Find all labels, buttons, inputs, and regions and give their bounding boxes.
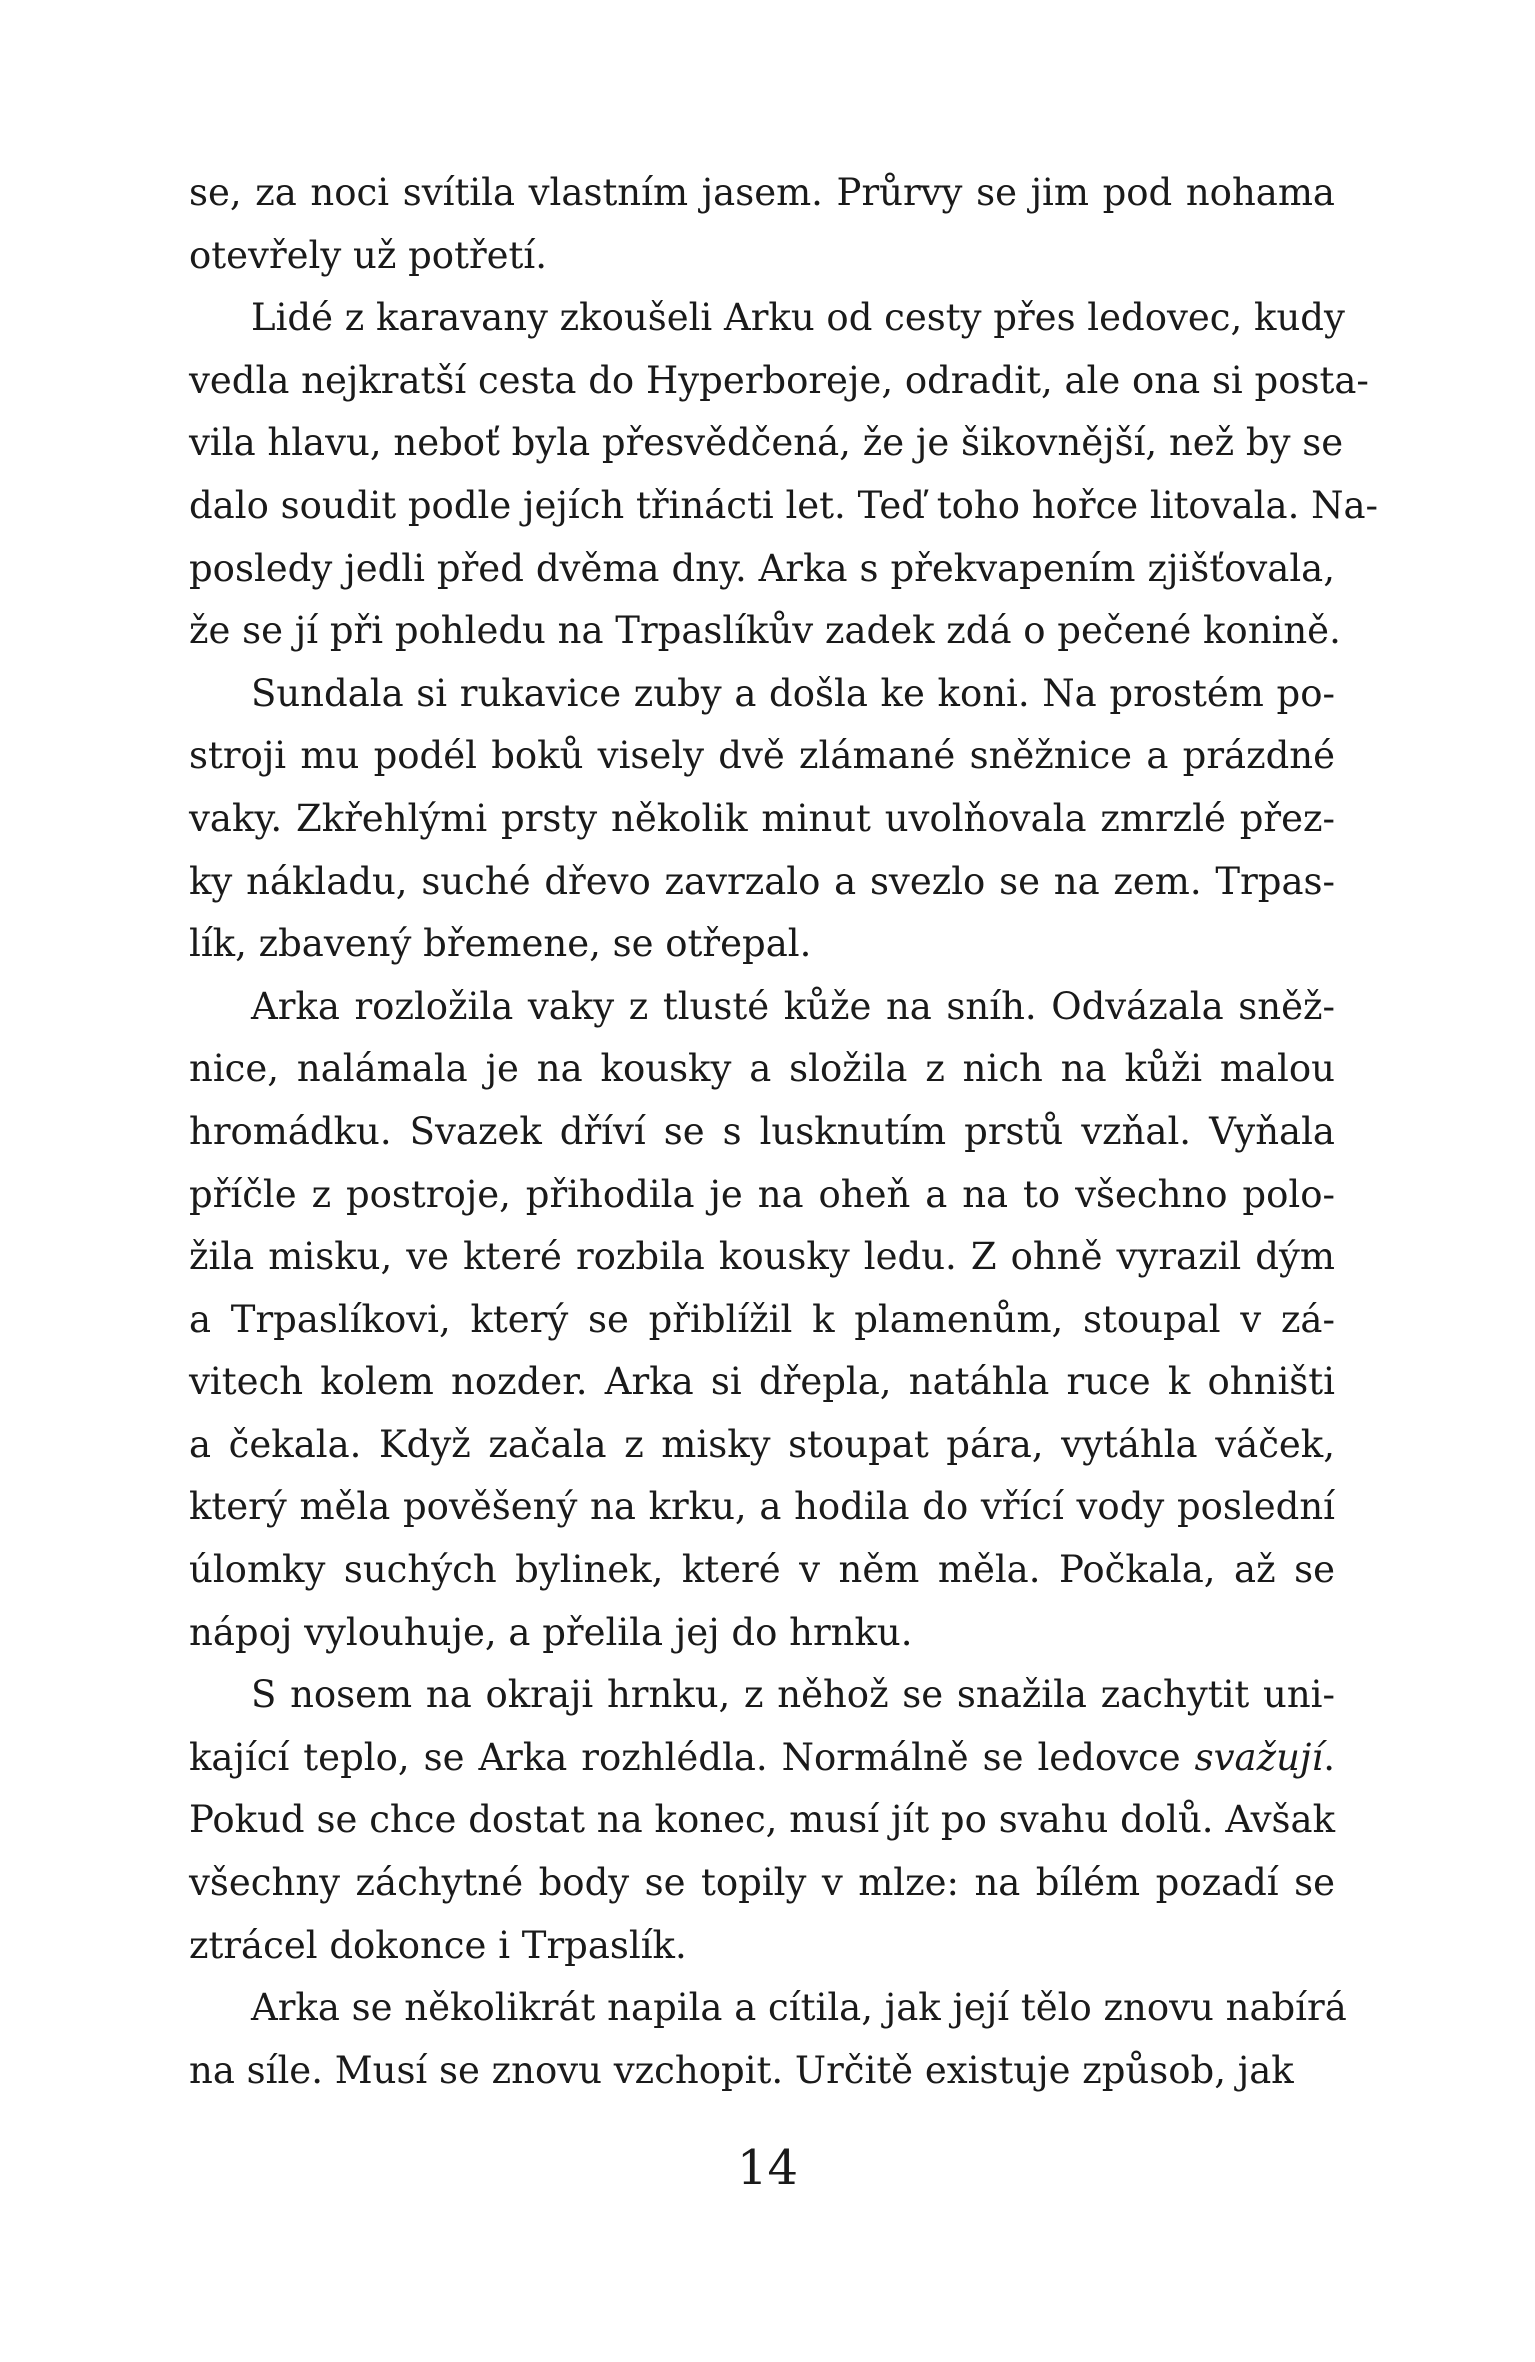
paragraph <box>189 1664 1335 1977</box>
text-line: nápoj vylouhuje, a přelila jej do hrnku. <box>189 1610 913 1654</box>
text-line: ky nákladu, suché dřevo zavrzalo a svezlo se na zem. Trpas- <box>189 859 1335 903</box>
text-line: hromádku. Svazek dříví se s lusknutím prstů vzňal. Vyňala <box>189 1109 1335 1153</box>
page-number: 14 <box>736 2140 799 2196</box>
text-line: otevřely už potřetí. <box>189 233 547 277</box>
text-line: vedla nejkratší cesta do Hyperboreje, odradit, ale ona si posta- <box>189 358 1369 402</box>
text-line: žila misku, ve které rozbila kousky ledu. Z ohně vyrazil dým <box>189 1235 1335 1279</box>
text-line: ztrácel dokonce i Trpaslík. <box>189 1923 687 1967</box>
text-line: Pokud se chce dostat na konec, musí jít po svahu dolů. Avšak <box>189 1798 1335 1842</box>
text-line: který měla pověšený na krku, a hodila do vřící vody poslední <box>189 1485 1335 1529</box>
text-line: Lidé z karavany zkoušeli Arku od cesty přes ledovec, kudy <box>251 296 1345 340</box>
text-line: vila hlavu, neboť byla přesvědčená, že je šikovnější, než by se <box>189 421 1344 465</box>
text-line: příčle z postroje, přihodila je na oheň a na to všechno polo- <box>189 1172 1335 1216</box>
text-line: posledy jedli před dvěma dny. Arka s překvapením zjišťovala, <box>189 546 1335 590</box>
paragraph <box>189 1977 1347 2102</box>
text-line: nice, nalámala je na kousky a složila z nich na kůži malou <box>189 1047 1335 1091</box>
text-line: na síle. Musí se znovu vzchopit. Určitě existuje způsob, jak <box>189 2048 1294 2092</box>
text-line: a čekala. Když začala z misky stoupat pára, vytáhla váček, <box>189 1422 1335 1466</box>
text-line: lík, zbavený břemene, se otřepal. <box>189 922 812 966</box>
emphasized-word: svažují <box>1194 1735 1324 1779</box>
text-line: a Trpaslíkovi, který se přiblížil k plamenům, stoupal v zá- <box>189 1297 1335 1341</box>
text-line: vitech kolem nozder. Arka si dřepla, natáhla ruce k ohništi <box>189 1360 1335 1404</box>
text-line: Arka rozložila vaky z tlusté kůže na sníh. Odvázala sněž- <box>251 984 1335 1028</box>
text-line: úlomky suchých bylinek, které v něm měla. Počkala, až se <box>189 1548 1335 1592</box>
paragraph <box>189 162 1335 287</box>
paragraph <box>189 287 1379 663</box>
text-line: se, za noci svítila vlastním jasem. Průrvy se jim pod nohama <box>189 171 1335 214</box>
body-text <box>189 162 1379 2102</box>
text-line: Arka se několikrát napila a cítila, jak její tělo znovu nabírá <box>251 1986 1347 2030</box>
text-line: Sundala si rukavice zuby a došla ke koni. Na prostém po- <box>251 671 1335 715</box>
text-line: dalo soudit podle jejích třinácti let. Teď toho hořce litovala. Na- <box>189 483 1379 527</box>
text-line: že se jí při pohledu na Trpaslíkův zadek zdá o pečené konině. <box>189 609 1341 653</box>
paragraph <box>189 976 1335 1665</box>
text-line: všechny záchytné body se topily v mlze: na bílém pozadí se <box>189 1861 1335 1905</box>
paragraph <box>189 663 1335 976</box>
text-line: stroji mu podél boků visely dvě zlámané sněžnice a prázdné <box>189 734 1335 778</box>
text-line: S nosem na okraji hrnku, z něhož se snažila zachytit uni- <box>251 1673 1335 1717</box>
text-line: kající teplo, se Arka rozhlédla. Normálně se ledovce svažují. <box>189 1735 1335 1779</box>
text-line: vaky. Zkřehlými prsty několik minut uvolňovala zmrzlé přez- <box>189 796 1335 840</box>
